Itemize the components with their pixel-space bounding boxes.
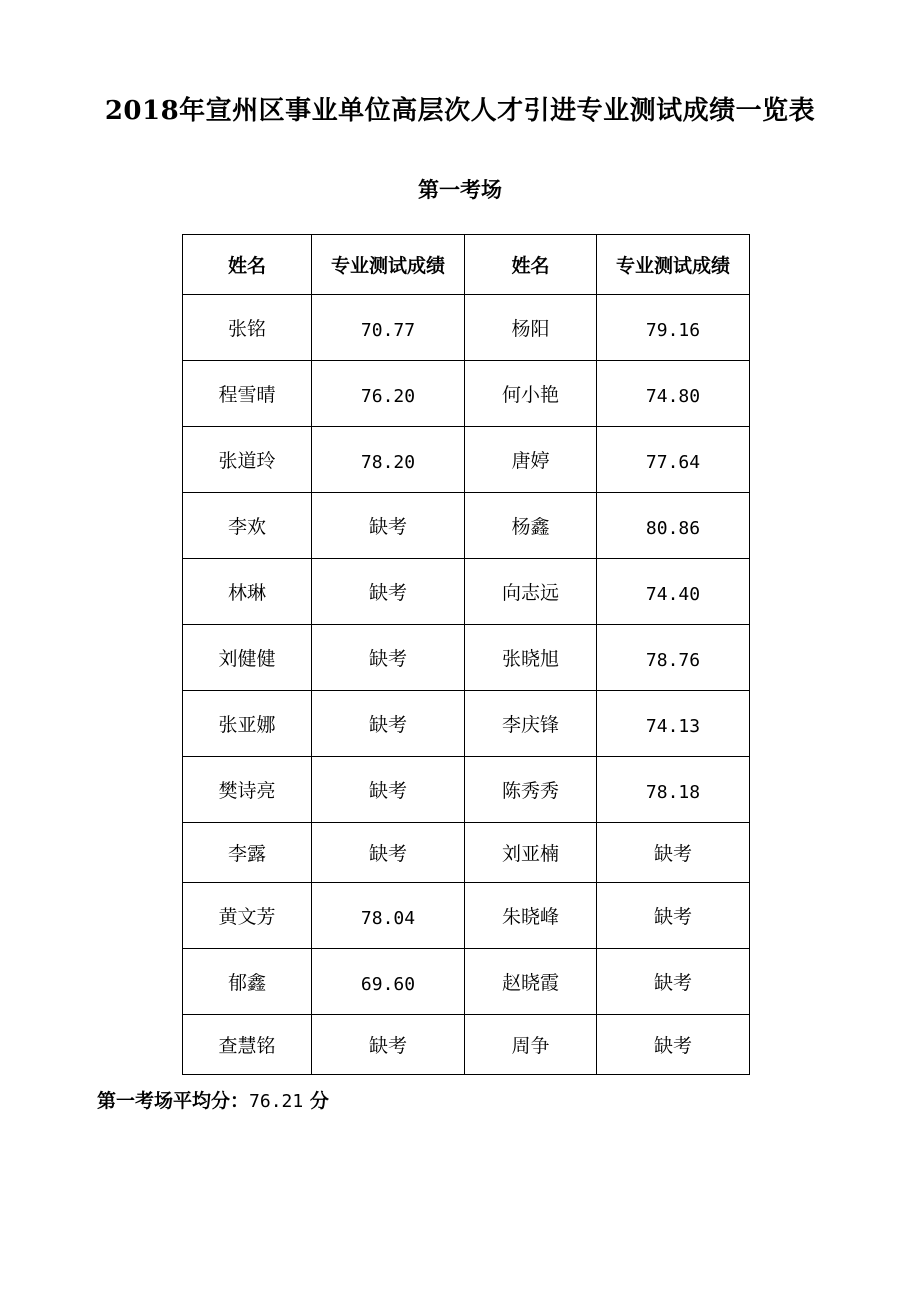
table-row	[183, 883, 750, 949]
name-cell: 向志远	[465, 559, 597, 625]
name-cell: 查慧铭	[183, 1015, 312, 1075]
table-body	[183, 295, 750, 1075]
table-header-row	[183, 235, 750, 295]
score-cell: 缺考	[312, 625, 465, 691]
table-row	[183, 823, 750, 883]
average-score-line	[97, 1086, 329, 1113]
score-cell: 缺考	[312, 559, 465, 625]
name-cell: 唐婷	[465, 427, 597, 493]
score-cell: 78.18	[597, 757, 750, 823]
table-row	[183, 361, 750, 427]
name-cell: 朱晓峰	[465, 883, 597, 949]
score-cell: 缺考	[312, 493, 465, 559]
score-cell: 78.20	[312, 427, 465, 493]
score-cell: 70.77	[312, 295, 465, 361]
table-row	[183, 295, 750, 361]
name-cell: 李欢	[183, 493, 312, 559]
name-cell: 刘健健	[183, 625, 312, 691]
name-cell: 李露	[183, 823, 312, 883]
score-cell: 缺考	[312, 823, 465, 883]
name-cell: 张铭	[183, 295, 312, 361]
name-cell: 周争	[465, 1015, 597, 1075]
score-cell: 74.40	[597, 559, 750, 625]
score-cell: 缺考	[312, 1015, 465, 1075]
score-cell: 79.16	[597, 295, 750, 361]
score-cell: 78.76	[597, 625, 750, 691]
table-row	[183, 559, 750, 625]
table-row	[183, 625, 750, 691]
name-cell: 刘亚楠	[465, 823, 597, 883]
section-title: 第一考场	[418, 177, 502, 202]
score-cell: 74.80	[597, 361, 750, 427]
scores-table	[182, 234, 750, 1075]
score-cell: 76.20	[312, 361, 465, 427]
name-cell: 张晓旭	[465, 625, 597, 691]
name-cell: 陈秀秀	[465, 757, 597, 823]
score-cell: 缺考	[597, 949, 750, 1015]
score-cell: 缺考	[312, 691, 465, 757]
header-name-1: 姓名	[183, 235, 312, 295]
table-row	[183, 691, 750, 757]
name-cell: 程雪晴	[183, 361, 312, 427]
name-cell: 张道玲	[183, 427, 312, 493]
table-row	[183, 493, 750, 559]
name-cell: 林琳	[183, 559, 312, 625]
score-cell: 缺考	[312, 757, 465, 823]
name-cell: 杨鑫	[465, 493, 597, 559]
name-cell: 张亚娜	[183, 691, 312, 757]
score-cell: 缺考	[597, 823, 750, 883]
score-cell: 74.13	[597, 691, 750, 757]
average-score-label: 第一考场平均分：	[97, 1090, 250, 1112]
name-cell: 樊诗亮	[183, 757, 312, 823]
name-cell: 黄文芳	[183, 883, 312, 949]
score-cell: 78.04	[312, 883, 465, 949]
average-score-value: 76.21	[249, 1091, 304, 1112]
score-cell: 80.86	[597, 493, 750, 559]
table-row	[183, 949, 750, 1015]
table-row	[183, 427, 750, 493]
name-cell: 李庆锋	[465, 691, 597, 757]
table-row	[183, 757, 750, 823]
score-cell: 69.60	[312, 949, 465, 1015]
table-row	[183, 1015, 750, 1075]
score-cell: 缺考	[597, 1015, 750, 1075]
name-cell: 郁鑫	[183, 949, 312, 1015]
header-name-2: 姓名	[465, 235, 597, 295]
name-cell: 何小艳	[465, 361, 597, 427]
score-cell: 77.64	[597, 427, 750, 493]
name-cell: 赵晓霞	[465, 949, 597, 1015]
average-score-unit: 分	[309, 1090, 329, 1112]
score-cell: 缺考	[597, 883, 750, 949]
document-title: 2018年宣州区事业单位高层次人才引进专业测试成绩一览表	[104, 96, 816, 126]
header-score-1: 专业测试成绩	[312, 235, 465, 295]
name-cell: 杨阳	[465, 295, 597, 361]
header-score-2: 专业测试成绩	[597, 235, 750, 295]
